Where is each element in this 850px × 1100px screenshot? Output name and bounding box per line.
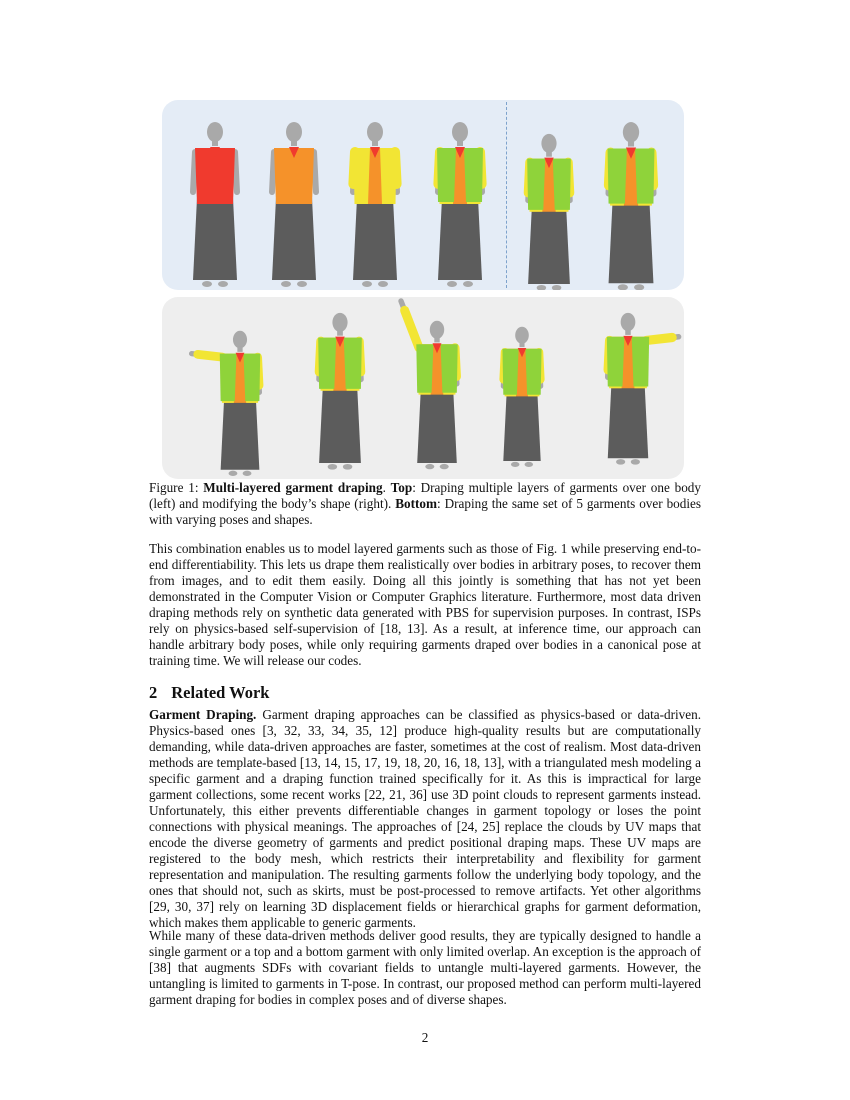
related-work-paragraph-1 bbox=[149, 707, 701, 931]
related-work-paragraph-2: While many of these data-driven methods deliver good results, they are typically designed to handle a single garment or a top and a bottom garment with only limited overlap. An exception is the approach of [38] that augments SDFs with covariant fields to untangle multi-layered garments. However, the untangling is limited to garments in T-pose. In contrast, our proposed method can perform multi-layered garment draping for bodies in complex poses and of diverse shapes. bbox=[149, 928, 701, 1007]
section-title: Related Work bbox=[171, 683, 270, 702]
figure-top-panel bbox=[162, 100, 684, 290]
draped-body-figure bbox=[272, 122, 316, 287]
draped-body-figure bbox=[193, 122, 237, 287]
draped-body-figure bbox=[608, 122, 655, 290]
caption-title: Multi-layered garment draping bbox=[203, 480, 383, 495]
section-number: 2 bbox=[149, 683, 158, 702]
page-number: 2 bbox=[421, 1030, 429, 1045]
related-work-text-1: Garment draping approaches can be classified as physics-based or data-driven. Physics-based ones [3, 32, 33, 34, 35, 12] produce high-quality results but are computationally demanding, while data-driven approaches are faster, sometimes at the cost of realism. Most data-driven methods are template-based [13, 14, 15, 17, 19, 18, 20, 16, 18, 13], with a triangulated mesh modeling a specific garment and a draping function trained specifically for it. As this is impractical for large garment collections, some recent works [22, 21, 36] use 3D point clouds to represent garments instead. Unfortunately, this either prevents differentiable changes in garment topology or loses the point connections with physical meanings. The approaches of [24, 25] replace the clouds by UV maps that encode the diverse geometry of garments and predict positional draping maps. These UV maps are registered to the body mesh, which restricts their interpretability and flexibility for garment representation and manipulation. The resulting garments follow the underlying body topology, and the ones that should not, such as skirts, must be post-processed to remove artifacts. Yet other algorithms [29, 30, 37] rely on learning 3D displacement fields or hierarchical graphs for garment deformation, which makes them applicable to generic garments. bbox=[149, 707, 701, 930]
caption-top-text: : Draping multiple layers of garments over one body (left) and modifying the body’s shape (right). bbox=[149, 480, 701, 511]
run-in-heading: Garment Draping. bbox=[149, 707, 257, 722]
draped-body-figure bbox=[353, 122, 397, 287]
top-row-figures bbox=[162, 100, 684, 290]
caption-bottom-label: Bottom bbox=[395, 496, 437, 511]
draped-body-figure bbox=[318, 313, 362, 470]
figure-bottom-panel bbox=[162, 297, 684, 479]
draped-body-figure bbox=[607, 313, 679, 465]
panel-divider bbox=[506, 102, 507, 288]
figure-caption: Figure 1: Multi-layered garment draping. Top: Draping multiple layers of garments over one body (left) and modifying the body’s shape (right). Bottom: Draping the same set of 5 garments over bodies with varying poses and shapes. bbox=[149, 480, 701, 527]
intro-paragraph: This combination enables us to model layered garments such as those of Fig. 1 while preserving end-to-end differentiability. This lets us drape them realistically over bodies in arbitrary poses, to recover them from images, and to edit them easily. Doing all this jointly is something that has not yet been demonstrated in the Computer Vision or Computer Graphics literature. Furthermore, most data driven draping methods rely on synthetic data generated with PBS for supervision purposes. In contrast, ISPs rely on physics-based self-supervision of [18, 13]. As a result, at inference time, our approach can handle arbitrary body poses, while only requiring garments draped over bodies in a canonical pose at training time. We will release our codes. bbox=[149, 541, 701, 668]
section-heading bbox=[149, 683, 270, 703]
caption-top-label: Top bbox=[390, 480, 413, 495]
draped-body-figure bbox=[527, 134, 571, 290]
caption-label: Figure 1: bbox=[149, 480, 199, 495]
draped-body-figure bbox=[502, 327, 541, 467]
draped-body-figure bbox=[401, 301, 458, 469]
caption-bottom-text: : Draping the same set of 5 garments over bodies with varying poses and shapes. bbox=[149, 496, 701, 527]
bottom-row-figures bbox=[162, 297, 684, 479]
draped-body-figure bbox=[192, 331, 261, 476]
draped-body-figure bbox=[437, 122, 483, 287]
figure-1 bbox=[162, 100, 684, 479]
